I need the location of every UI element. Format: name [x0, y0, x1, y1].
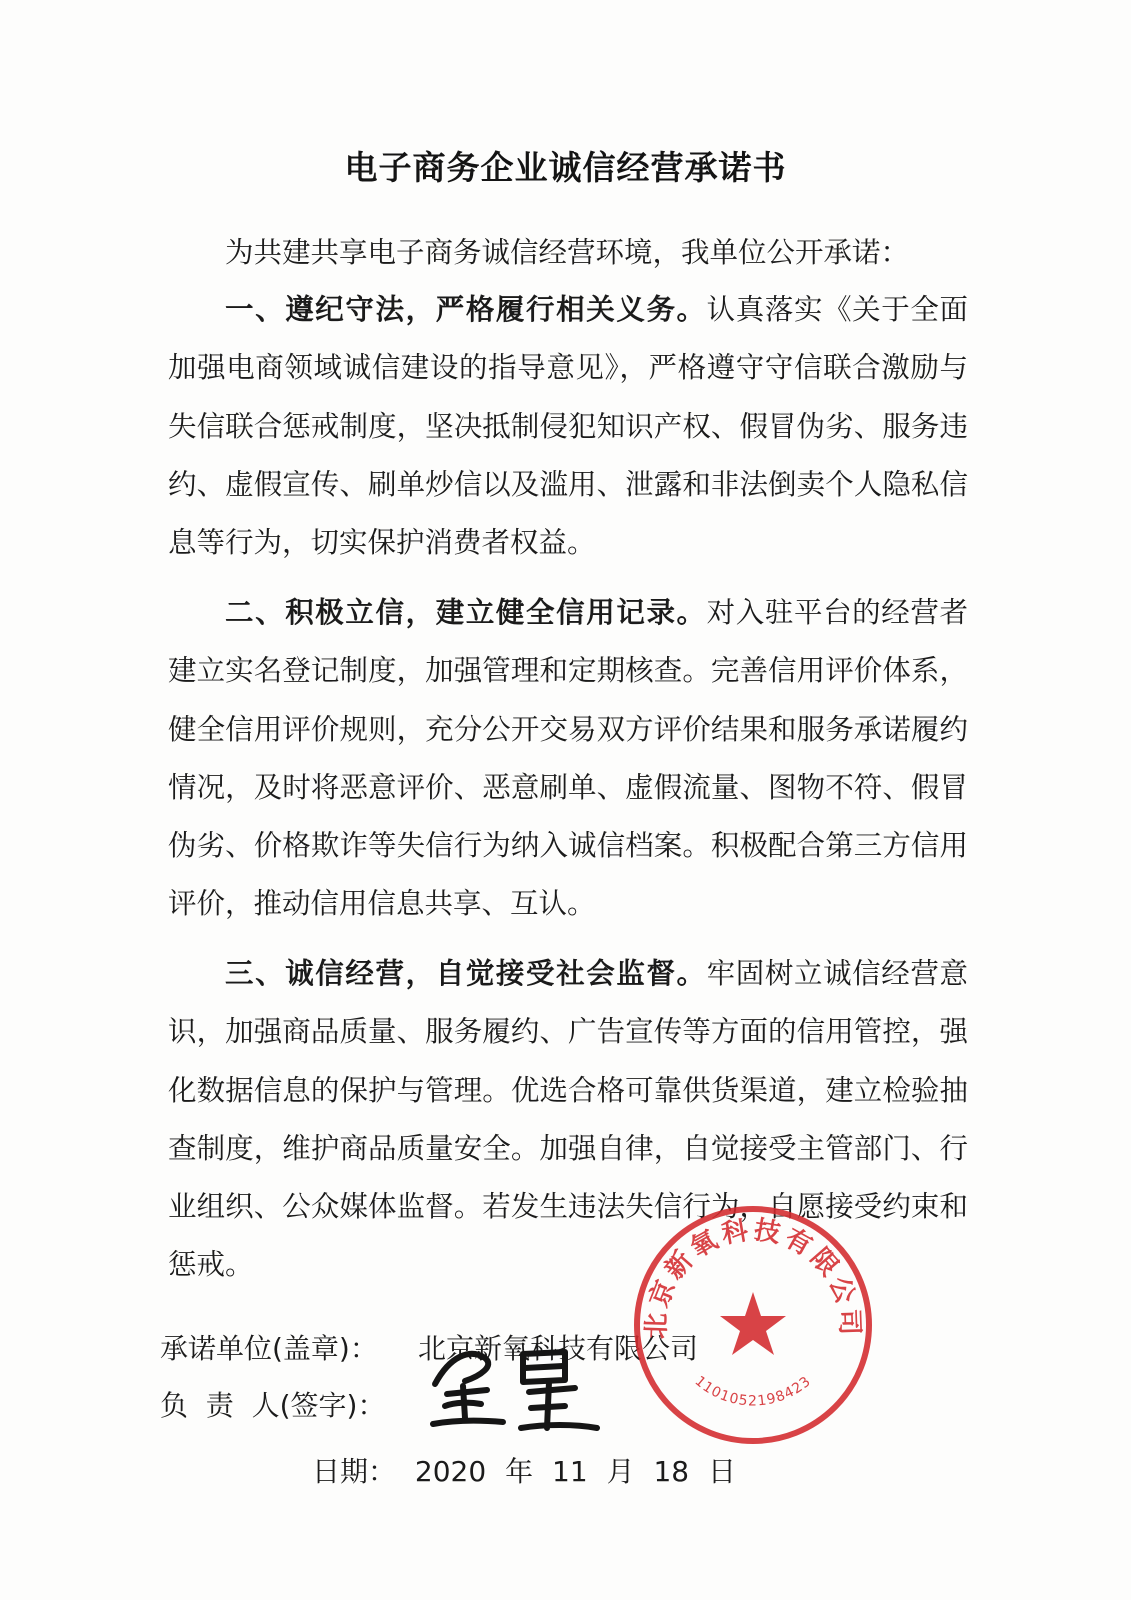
- item-3-text: 牢固树立诚信经营意识，加强商品质量、服务履约、广告宣传等方面的信用管控，强化数据信息的保护与管理。优选合格可靠供货渠道，建立检验抽查制度，维护商品质量安全。加强自律，自觉接受主管部门、行业组织、公众媒体监督。若发生违法失信行为，自愿接受约束和惩戒。: [168, 957, 968, 1282]
- unit-value: 北京新氧科技有限公司: [418, 1332, 699, 1365]
- commitment-item-2: [168, 583, 968, 934]
- item-2-heading: 二、积极立信，建立健全信用记录。: [225, 595, 707, 629]
- date-month: 11: [552, 1455, 588, 1488]
- item-2-text: 对入驻平台的经营者建立实名登记制度，加强管理和定期核查。完善信用评价体系，健全信用评价规则，充分公开交易双方评价结果和服务承诺履约情况，及时将恶意评价、恶意刷单、虚假流量、图物不符、假冒伪劣、价格欺诈等失信行为纳入诚信档案。积极配合第三方信用评价，推动信用信息共享、互认。: [168, 596, 968, 921]
- date-month-char: 月: [606, 1455, 635, 1488]
- date-row: [312, 1450, 746, 1490]
- date-label: 日期：: [312, 1455, 397, 1488]
- seal-star-icon: [720, 1292, 786, 1355]
- date-day: 18: [653, 1455, 690, 1488]
- intro-paragraph: [168, 224, 968, 282]
- seal-code-text: 1101052198423: [691, 1373, 815, 1410]
- company-seal-stamp: [628, 1200, 878, 1450]
- item-1-heading: 一、遵纪守法，严格履行相关义务。: [225, 292, 707, 326]
- document-title: 电子商务企业诚信经营承诺书: [344, 148, 787, 187]
- date-year-char: 年: [505, 1455, 534, 1488]
- handwritten-signature: [425, 1336, 605, 1436]
- signature-person-row: [160, 1384, 385, 1424]
- commitment-item-1: [168, 280, 968, 572]
- item-1-text: 认真落实《关于全面加强电商领域诚信建设的指导意见》，严格遵守守信联合激励与失信联合惩戒制度，坚决抵制侵犯知识产权、假冒伪劣、服务违约、虚假宣传、刷单炒信以及滥用、泄露和非法倒卖个人隐私信息等行为，切实保护消费者权益。: [168, 293, 968, 560]
- item-3-heading: 三、诚信经营，自觉接受社会监督。: [225, 956, 707, 990]
- intro-text: 为共建共享电子商务诚信经营环境，我单位公开承诺：: [225, 236, 910, 269]
- date-year: 2020: [414, 1455, 487, 1488]
- date-day-char: 日: [708, 1455, 737, 1488]
- signature-unit-row: [160, 1327, 699, 1367]
- seal-ring-text: 北京新氧科技有限公司: [641, 1215, 865, 1340]
- unit-label: 承诺单位(盖章)：: [160, 1332, 378, 1365]
- person-label: 负 责 人(签字)：: [160, 1389, 386, 1422]
